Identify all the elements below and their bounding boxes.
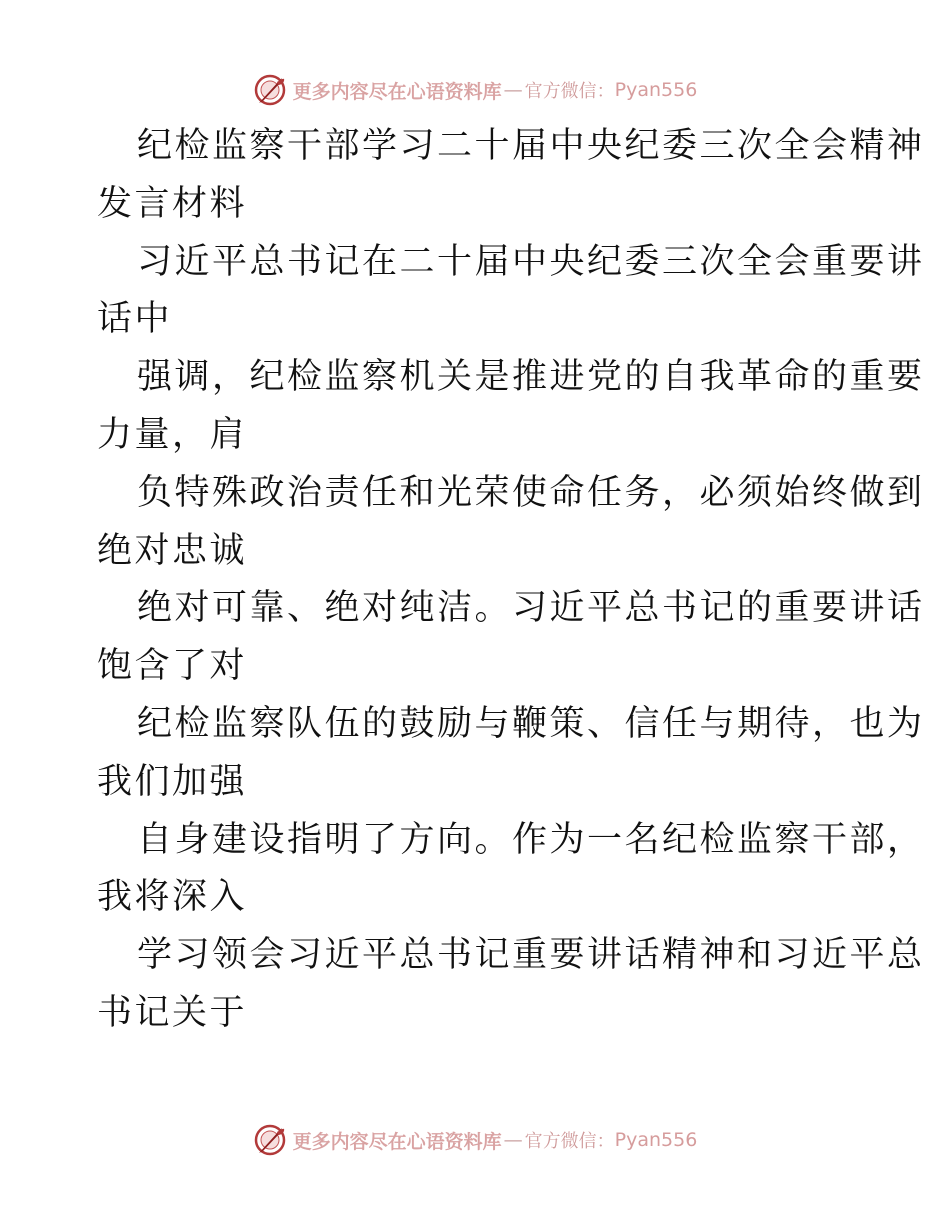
header-watermark (0, 70, 950, 110)
paragraph-line: 负特殊政治责任和光荣使命任务，必须始终做到 (137, 472, 925, 513)
paragraph-line: 学习领会习近平总书记重要讲话精神和习近平总 (137, 935, 925, 976)
watermark-dash: — (503, 79, 523, 101)
paragraph-line: 我们加强 (97, 761, 248, 802)
paragraph-line: 自身建设指明了方向。作为一名纪检监察干部， (137, 819, 925, 860)
watermark-brand-text: 更多内容尽在心语资料库 (292, 1130, 502, 1153)
paragraph-line: 力量，肩 (97, 414, 248, 455)
watermark-wechat-id: Pyan556 (614, 79, 698, 101)
paragraph-line: 纪检监察队伍的鼓励与鞭策、信任与期待，也为 (137, 703, 925, 744)
watermark-dash: — (503, 1129, 523, 1151)
watermark-wechat-label: 官方微信： (524, 1131, 615, 1152)
paragraph-line: 话中 (97, 299, 173, 340)
paragraph-line: 绝对可靠、绝对纯洁。习近平总书记的重要讲话 (137, 588, 925, 629)
footer-watermark (0, 1120, 950, 1160)
quill-circle-logo-icon (253, 1123, 287, 1157)
paragraph-line: 习近平总书记在二十届中央纪委三次全会重要讲 (137, 241, 925, 282)
document-title-line-1: 纪检监察干部学习二十届中央纪委三次全会精神 (137, 126, 925, 166)
paragraph-line: 强调，纪检监察机关是推进党的自我革命的重要 (137, 357, 925, 398)
paragraph-line: 饱含了对 (97, 646, 248, 687)
watermark-wechat-label: 官方微信： (524, 81, 615, 102)
quill-circle-logo-icon (253, 73, 287, 107)
document-title-line-2: 发言材料 (97, 183, 248, 224)
watermark-brand-text: 更多内容尽在心语资料库 (292, 80, 502, 103)
document-body (97, 118, 925, 1043)
paragraph-line: 我将深入 (97, 877, 248, 918)
paragraph-line: 书记关于 (97, 992, 248, 1033)
watermark-wechat-id: Pyan556 (614, 1129, 698, 1151)
paragraph-line: 绝对忠诚 (97, 530, 248, 571)
